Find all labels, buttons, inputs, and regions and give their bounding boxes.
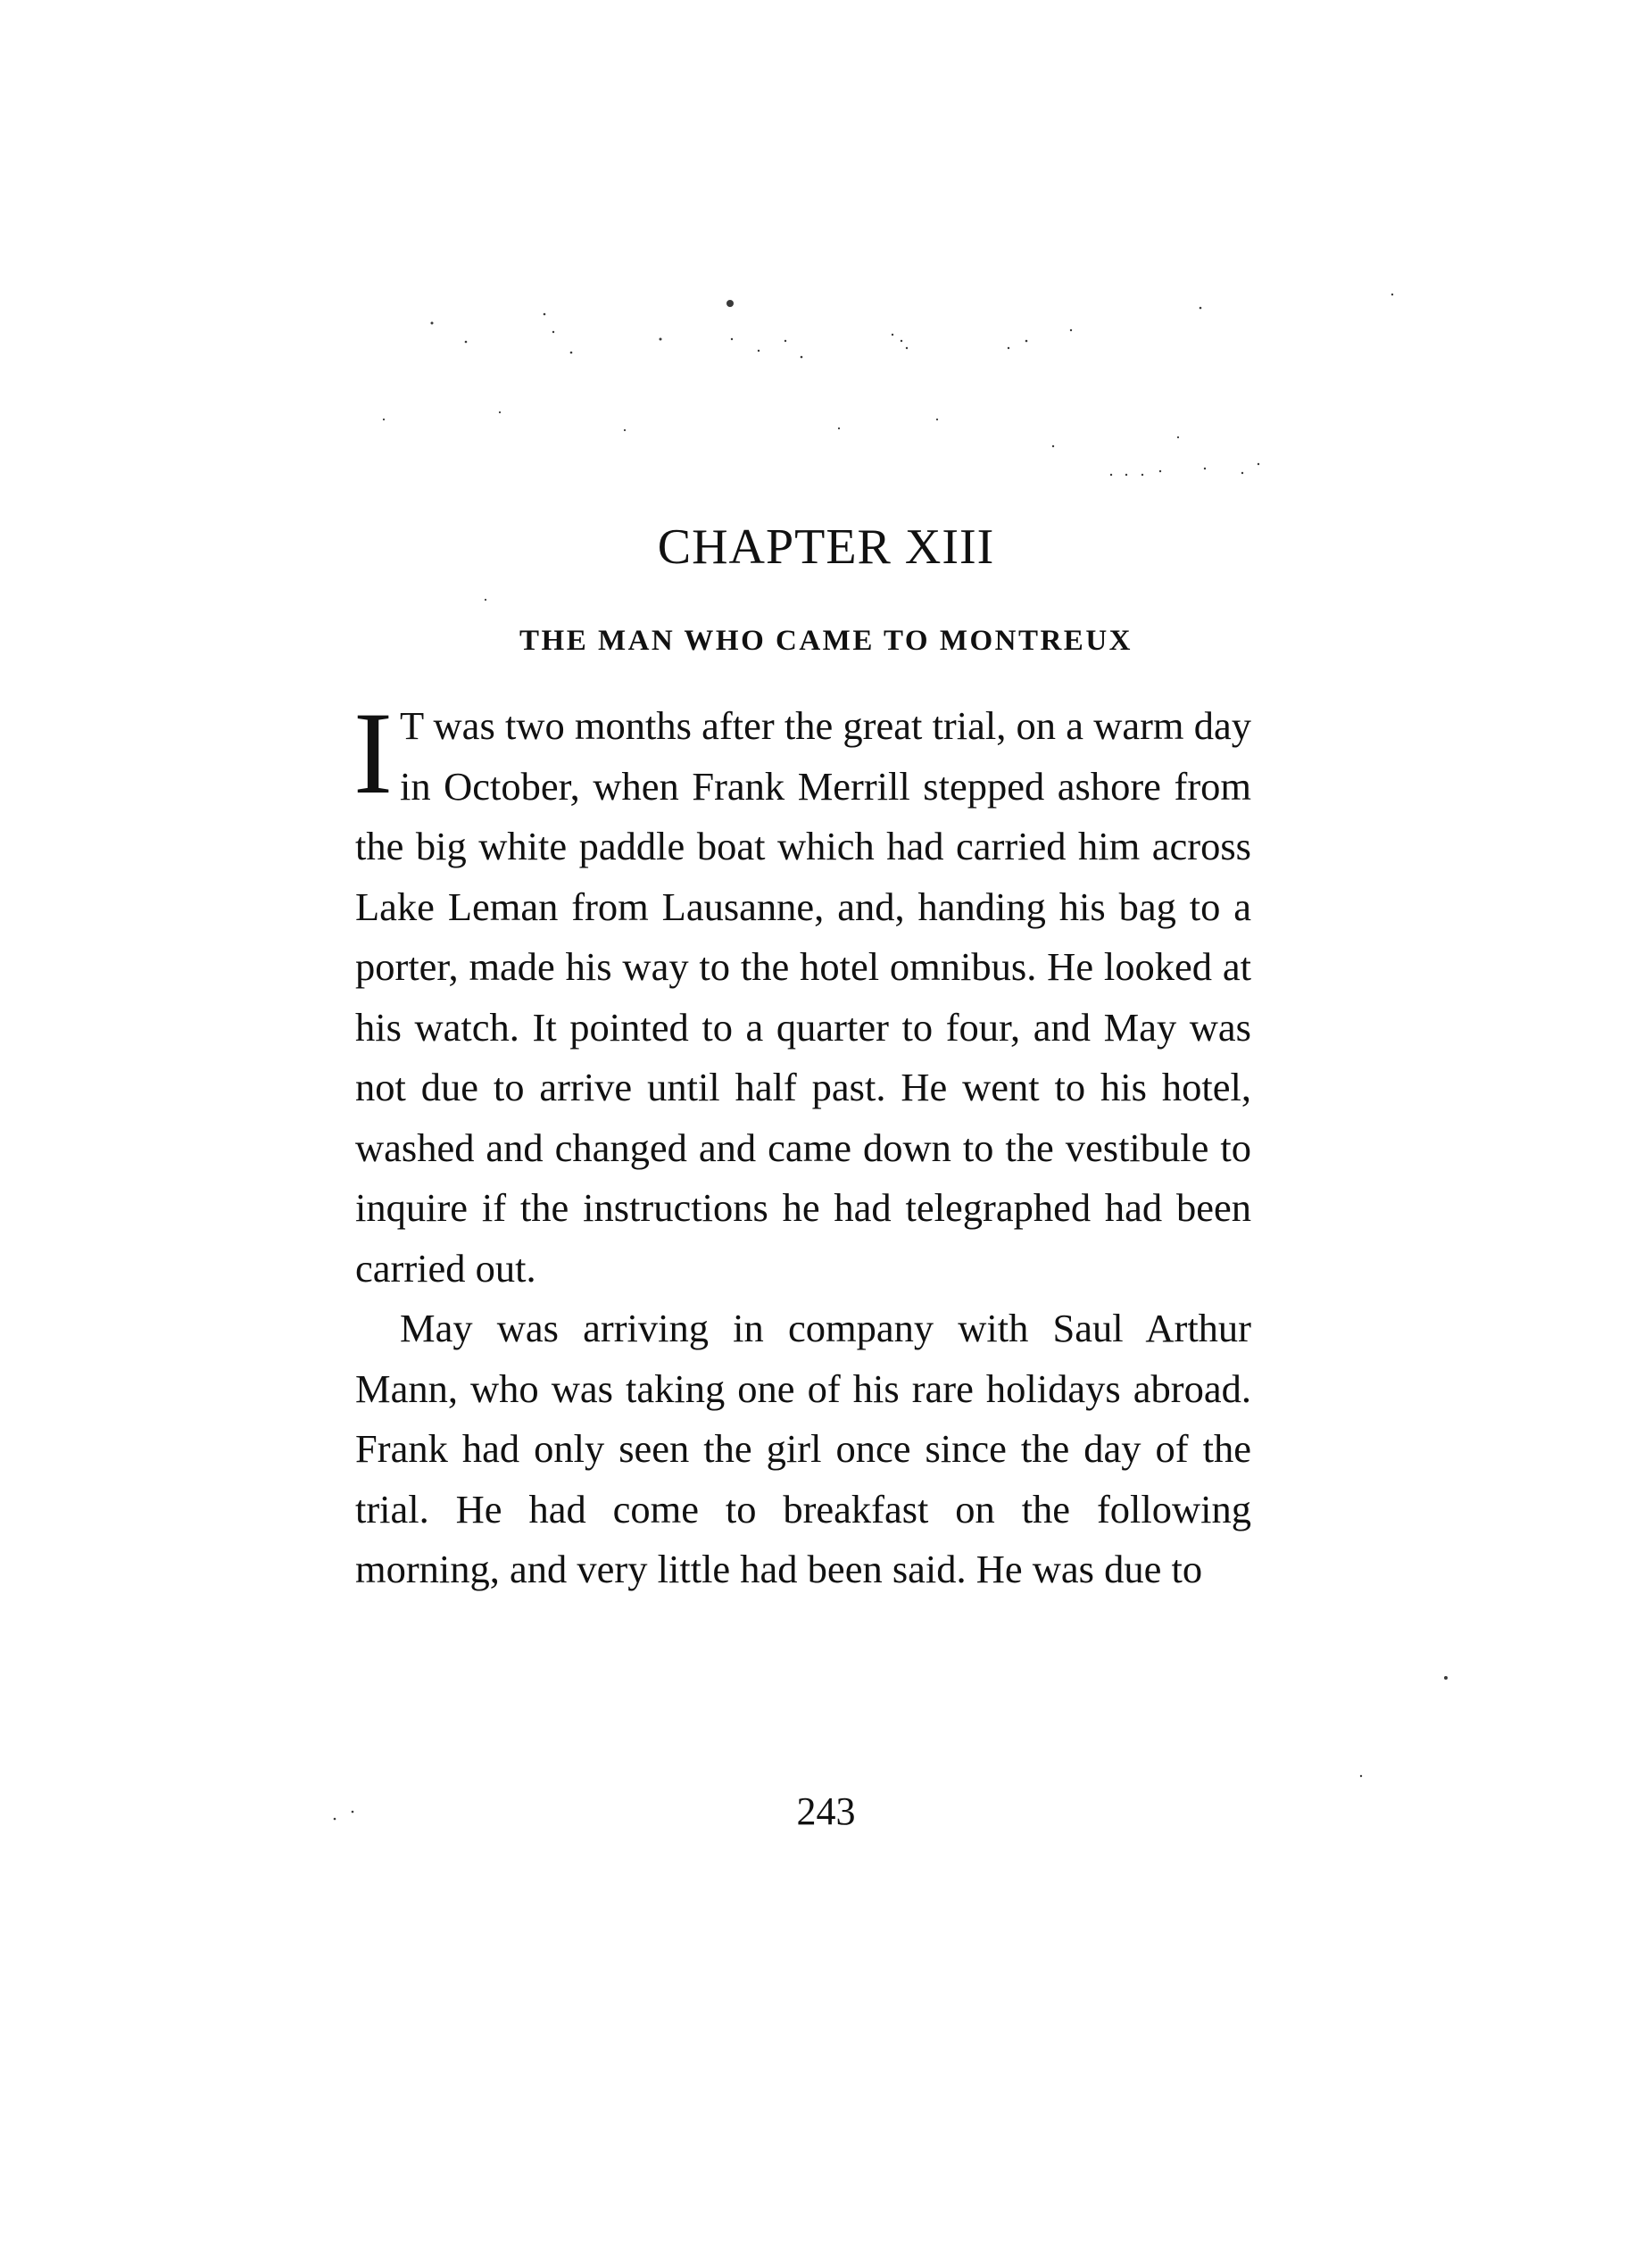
body-text	[353, 687, 1251, 1600]
chapter-title: THE MAN WHO CAME TO MONTREUX	[519, 625, 1133, 657]
paragraph-2	[355, 1299, 1251, 1600]
drop-cap: I	[353, 687, 393, 818]
page-number: 243	[796, 1789, 856, 1833]
paragraph-2-text: May was arriving in company with Saul Arthur Mann, who was taking one of his rare holidays abroad. Frank had only seen the girl once since the day of the trial. He had come to breakfast on the following morning, and very little had been said. He was due to	[355, 1306, 1251, 1591]
paragraph-1-text: T was two months after the great trial, on a warm day in October, when Frank Merrill stepped ashore from the big white paddle boat which had carried him across Lake Leman from Lausanne, and, handing his bag to a porter, made his way to the hotel omnibus. He looked at his watch. It pointed to a quarter to four, and May was not due to arrive until half past. He went to his hotel, washed and changed and came down to the vestibule to inquire if the instructions he had telegraphed had been carried out.	[355, 703, 1251, 1291]
chapter-number: CHAPTER XIII	[657, 519, 995, 575]
paragraph-1	[353, 687, 1251, 1299]
